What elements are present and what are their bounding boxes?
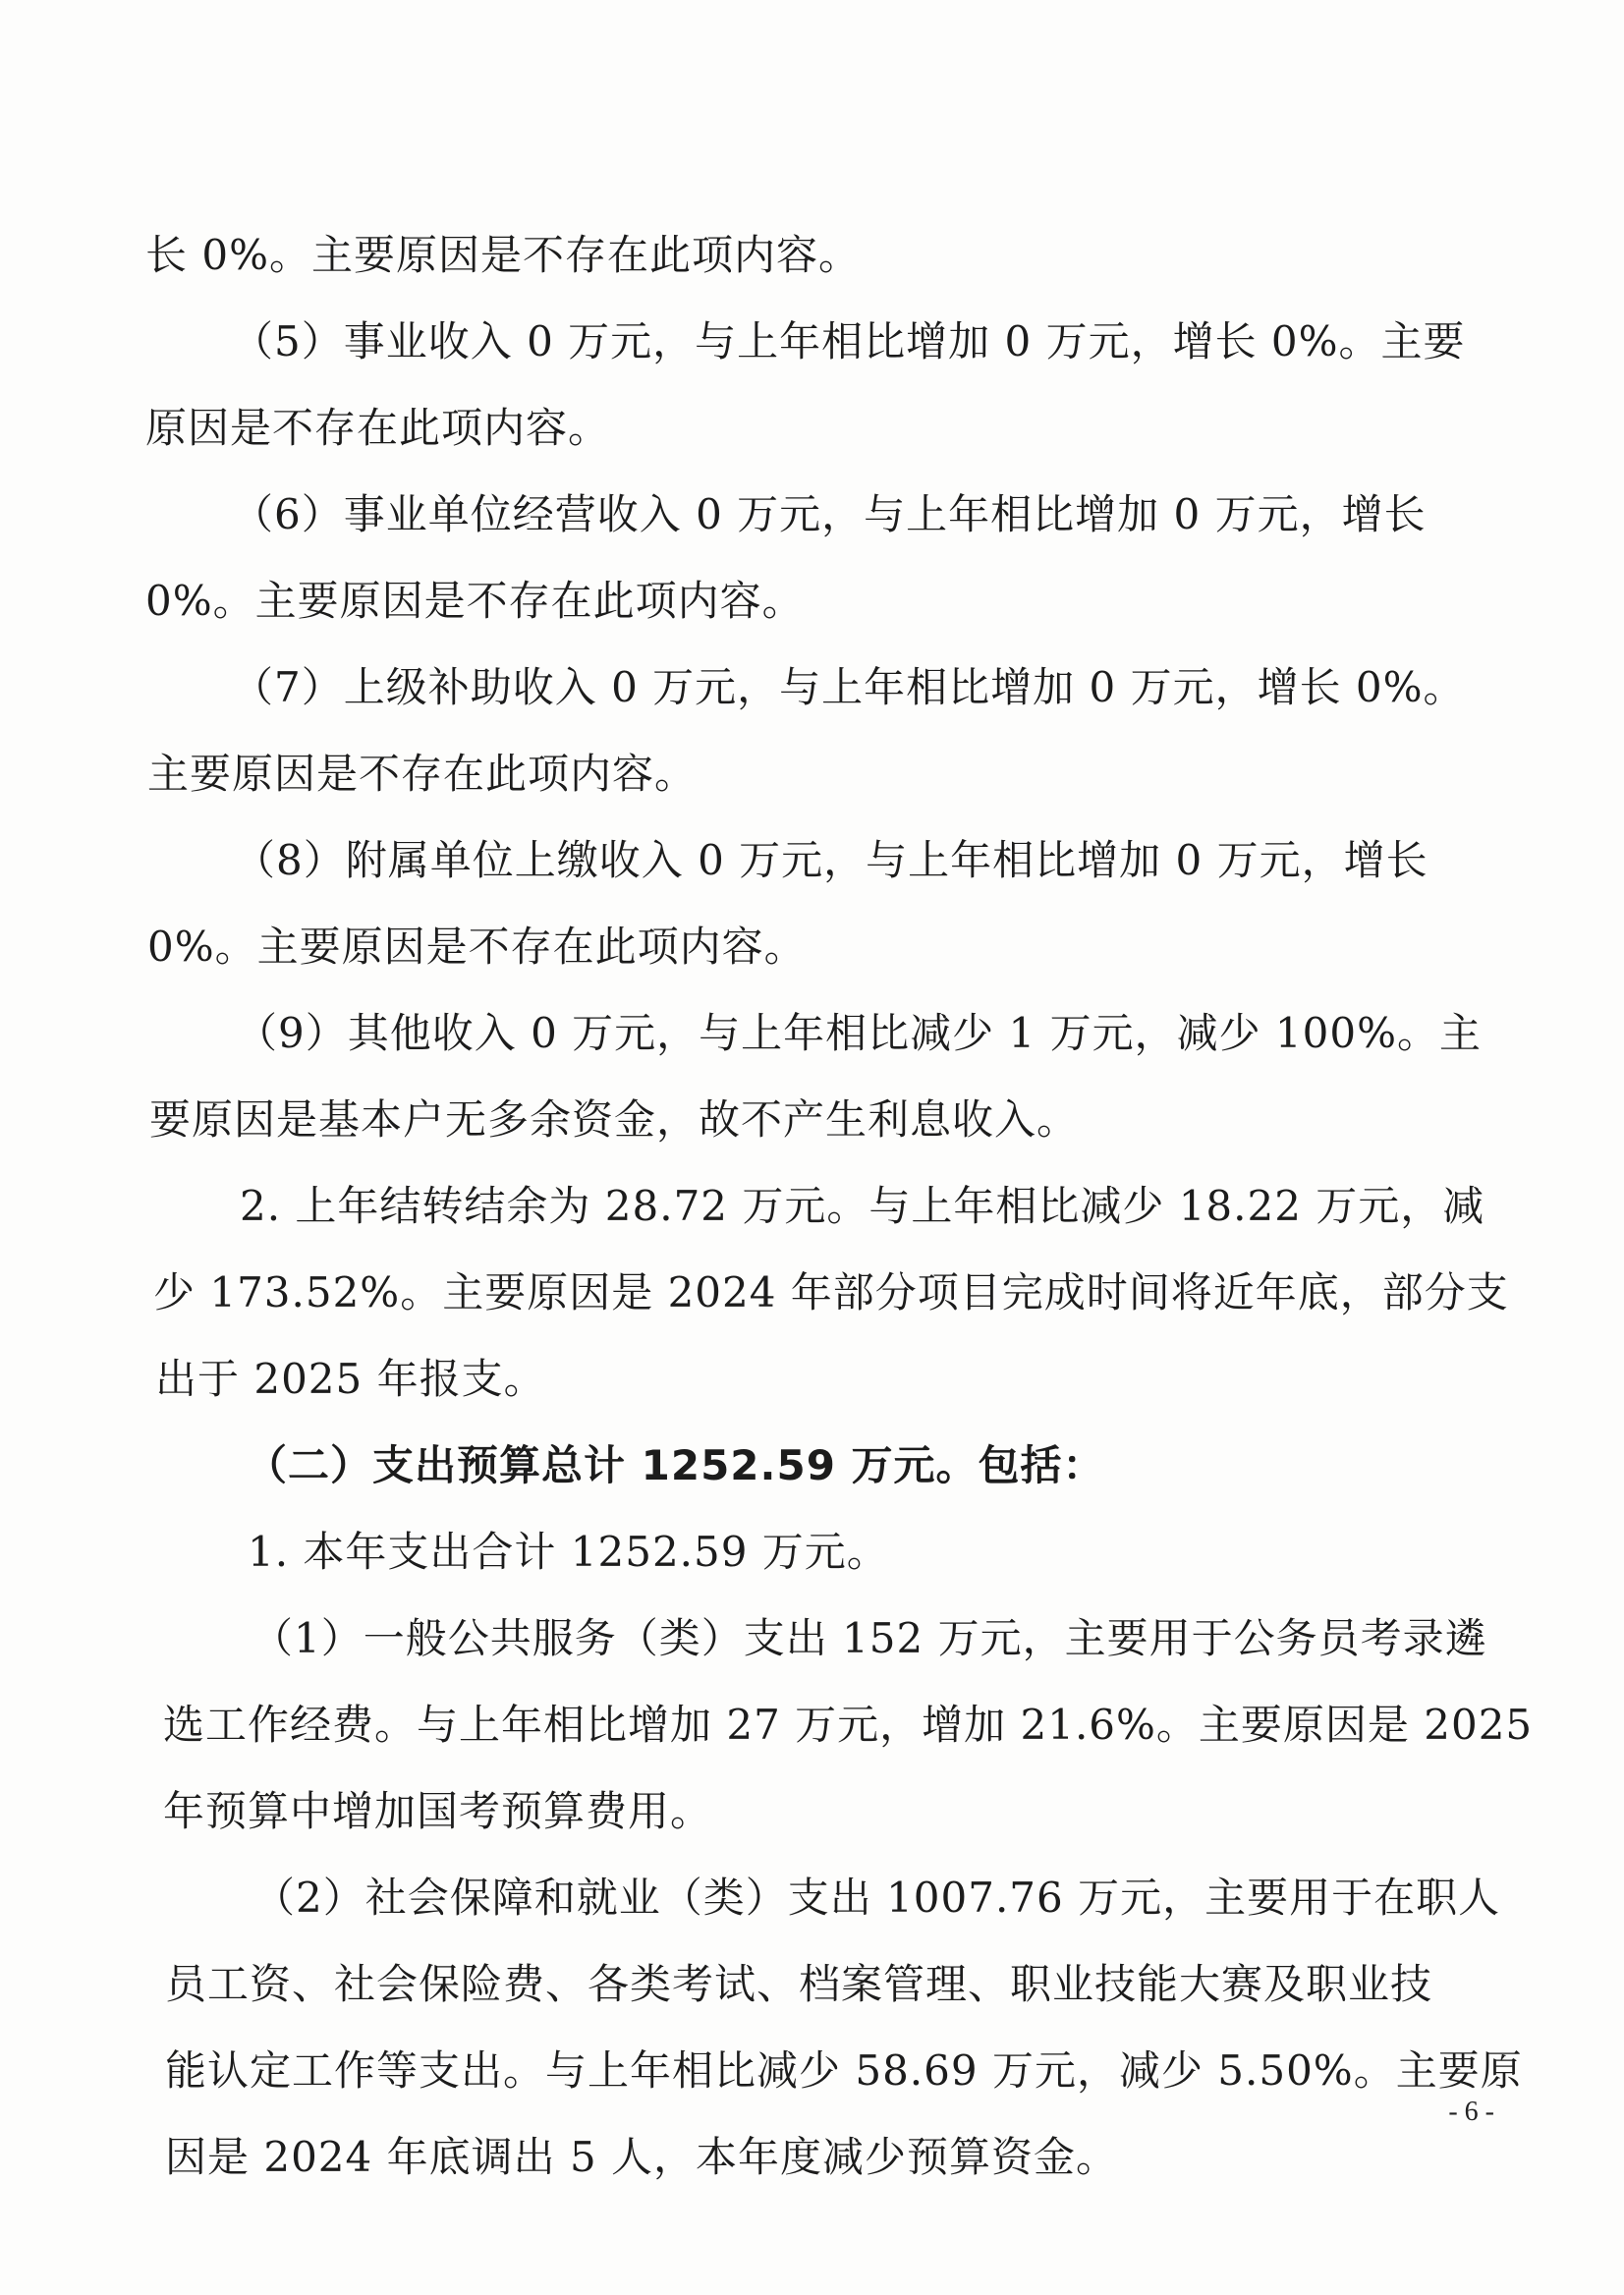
text-line: 2. 上年结转结余为 28.72 万元。与上年相比减少 18.22 万元，减 bbox=[240, 1182, 1485, 1230]
text-line: （5）事业收入 0 万元，与上年相比增加 0 万元，增长 0%。主要 bbox=[232, 317, 1466, 365]
text-line: 原因是不存在此项内容。 bbox=[145, 404, 611, 452]
text-line: 要原因是基本户无多余资金，故不产生利息收入。 bbox=[149, 1095, 1080, 1144]
text-line: （1）一般公共服务（类）支出 152 万元，主要用于公务员考录遴 bbox=[252, 1614, 1487, 1662]
text-line: 选工作经费。与上年相比增加 27 万元，增加 21.6%。主要原因是 2025 bbox=[163, 1701, 1534, 1749]
text-line: 1. 本年支出合计 1252.59 万元。 bbox=[248, 1528, 889, 1576]
text-line: 长 0%。主要原因是不存在此项内容。 bbox=[145, 231, 861, 279]
text-line: 0%。主要原因是不存在此项内容。 bbox=[145, 577, 805, 625]
text-line: 员工资、社会保险费、各类考试、档案管理、职业技能大赛及职业技 bbox=[165, 1960, 1433, 2008]
text-line: 能认定工作等支出。与上年相比减少 58.69 万元，减少 5.50%。主要原 bbox=[165, 2046, 1523, 2095]
text-line: 因是 2024 年底调出 5 人，本年度减少预算资金。 bbox=[165, 2133, 1119, 2181]
text-line: 出于 2025 年报支。 bbox=[155, 1355, 546, 1403]
text-line: 主要原因是不存在此项内容。 bbox=[147, 750, 698, 798]
text-line: 少 173.52%。主要原因是 2024 年部分项目完成时间将近年底，部分支 bbox=[153, 1268, 1509, 1316]
text-line: （8）附属单位上缴收入 0 万元，与上年相比增加 0 万元，增长 bbox=[234, 836, 1428, 884]
text-line: （7）上级补助收入 0 万元，与上年相比增加 0 万元，增长 0%。 bbox=[232, 663, 1466, 711]
text-line: （9）其他收入 0 万元，与上年相比减少 1 万元，减少 100%。主 bbox=[236, 1009, 1482, 1057]
text-line: 年预算中增加国考预算费用。 bbox=[163, 1787, 713, 1835]
section-heading: （二）支出预算总计 1252.59 万元。包括： bbox=[246, 1441, 1105, 1489]
text-line: 0%。主要原因是不存在此项内容。 bbox=[147, 923, 807, 971]
text-line: （2）社会保障和就业（类）支出 1007.76 万元，主要用于在职人 bbox=[253, 1874, 1501, 1922]
page-number: - 6 - bbox=[1448, 2097, 1494, 2127]
text-line: （6）事业单位经营收入 0 万元，与上年相比增加 0 万元，增长 bbox=[232, 490, 1427, 538]
